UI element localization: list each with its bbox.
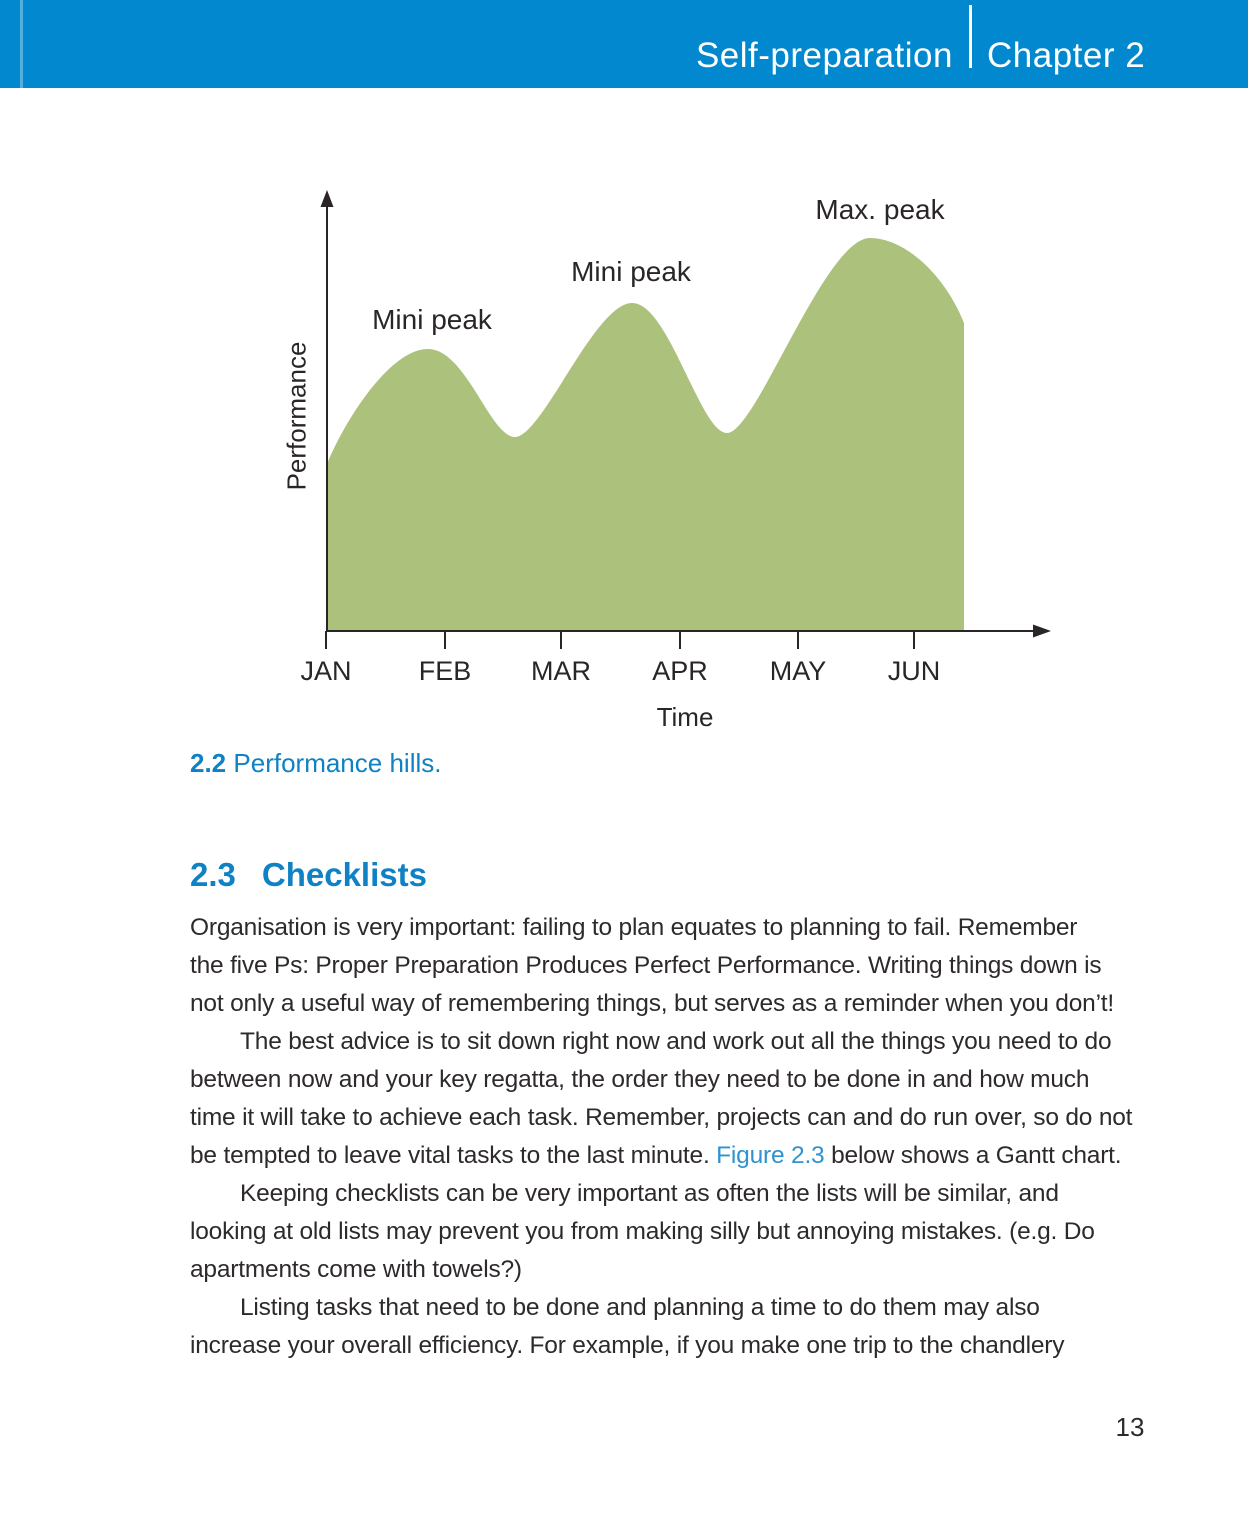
header-separator-rule	[969, 5, 972, 68]
body-line: The best advice is to sit down right now and work out all the things you need to do	[240, 1028, 1112, 1055]
x-tick-label-feb: FEB	[418, 656, 472, 686]
x-axis-arrowhead	[1033, 625, 1051, 638]
y-axis-arrowhead	[321, 190, 334, 207]
performance-area	[327, 238, 964, 631]
x-tick-label-mar: MAR	[531, 656, 591, 686]
x-axis-label: Time	[656, 702, 714, 732]
body-line-with-figure-link	[190, 1137, 1200, 1175]
figure-caption-text: Performance hills.	[233, 748, 442, 778]
page-number: 13	[1115, 1412, 1145, 1442]
section-heading	[190, 856, 427, 894]
annotation-mini-peak-2: Mini peak	[571, 256, 691, 287]
body-line: apartments come with towels?)	[190, 1256, 522, 1283]
x-tick-label-jun: JUN	[887, 656, 941, 686]
body-line-post-text: below shows a Gantt chart.	[824, 1142, 1122, 1169]
body-line: increase your overall efficiency. For example, if you make one trip to the chandlery	[190, 1332, 1065, 1359]
header-section-title: Self-preparation	[695, 36, 953, 75]
annotation-mini-peak-1: Mini peak	[372, 304, 492, 335]
section-number: 2.3	[190, 856, 236, 893]
figure-caption	[190, 748, 441, 779]
section-title: Checklists	[261, 856, 427, 893]
body-line: looking at old lists may prevent you from making silly but annoying mistakes. (e.g. Do	[190, 1218, 1095, 1245]
figure-2-3-link[interactable]: Figure 2.3	[716, 1142, 825, 1169]
body-line-pre-text: be tempted to leave vital tasks to the last minute.	[190, 1142, 717, 1169]
body-line: Keeping checklists can be very important as often the lists will be similar, and	[240, 1180, 1059, 1207]
body-text	[190, 909, 1200, 1365]
body-line: Listing tasks that need to be done and planning a time to do them may also	[240, 1294, 1040, 1321]
body-line: time it will take to achieve each task. Remember, projects can and do run over, so do not	[190, 1104, 1133, 1131]
body-line: between now and your key regatta, the order they need to be done in and how much	[190, 1066, 1090, 1093]
y-axis-label: Performance	[281, 341, 312, 491]
body-line: Organisation is very important: failing to plan equates to planning to fail. Remember	[190, 914, 1078, 941]
x-tick-label-jan: JAN	[300, 656, 352, 686]
x-tick-label-may: MAY	[769, 656, 827, 686]
header-accent-line	[20, 0, 23, 88]
body-line: not only a useful way of remembering things, but serves as a reminder when you don’t!	[190, 990, 1115, 1017]
annotation-max-peak: Max. peak	[815, 194, 945, 225]
figure-number: 2.2	[190, 748, 227, 778]
header-chapter-label: Chapter 2	[987, 36, 1146, 75]
chapter-header-bar	[0, 0, 1248, 88]
body-line: the five Ps: Proper Preparation Produces Perfect Performance. Writing things down is	[190, 952, 1102, 979]
x-tick-label-apr: APR	[652, 656, 708, 686]
